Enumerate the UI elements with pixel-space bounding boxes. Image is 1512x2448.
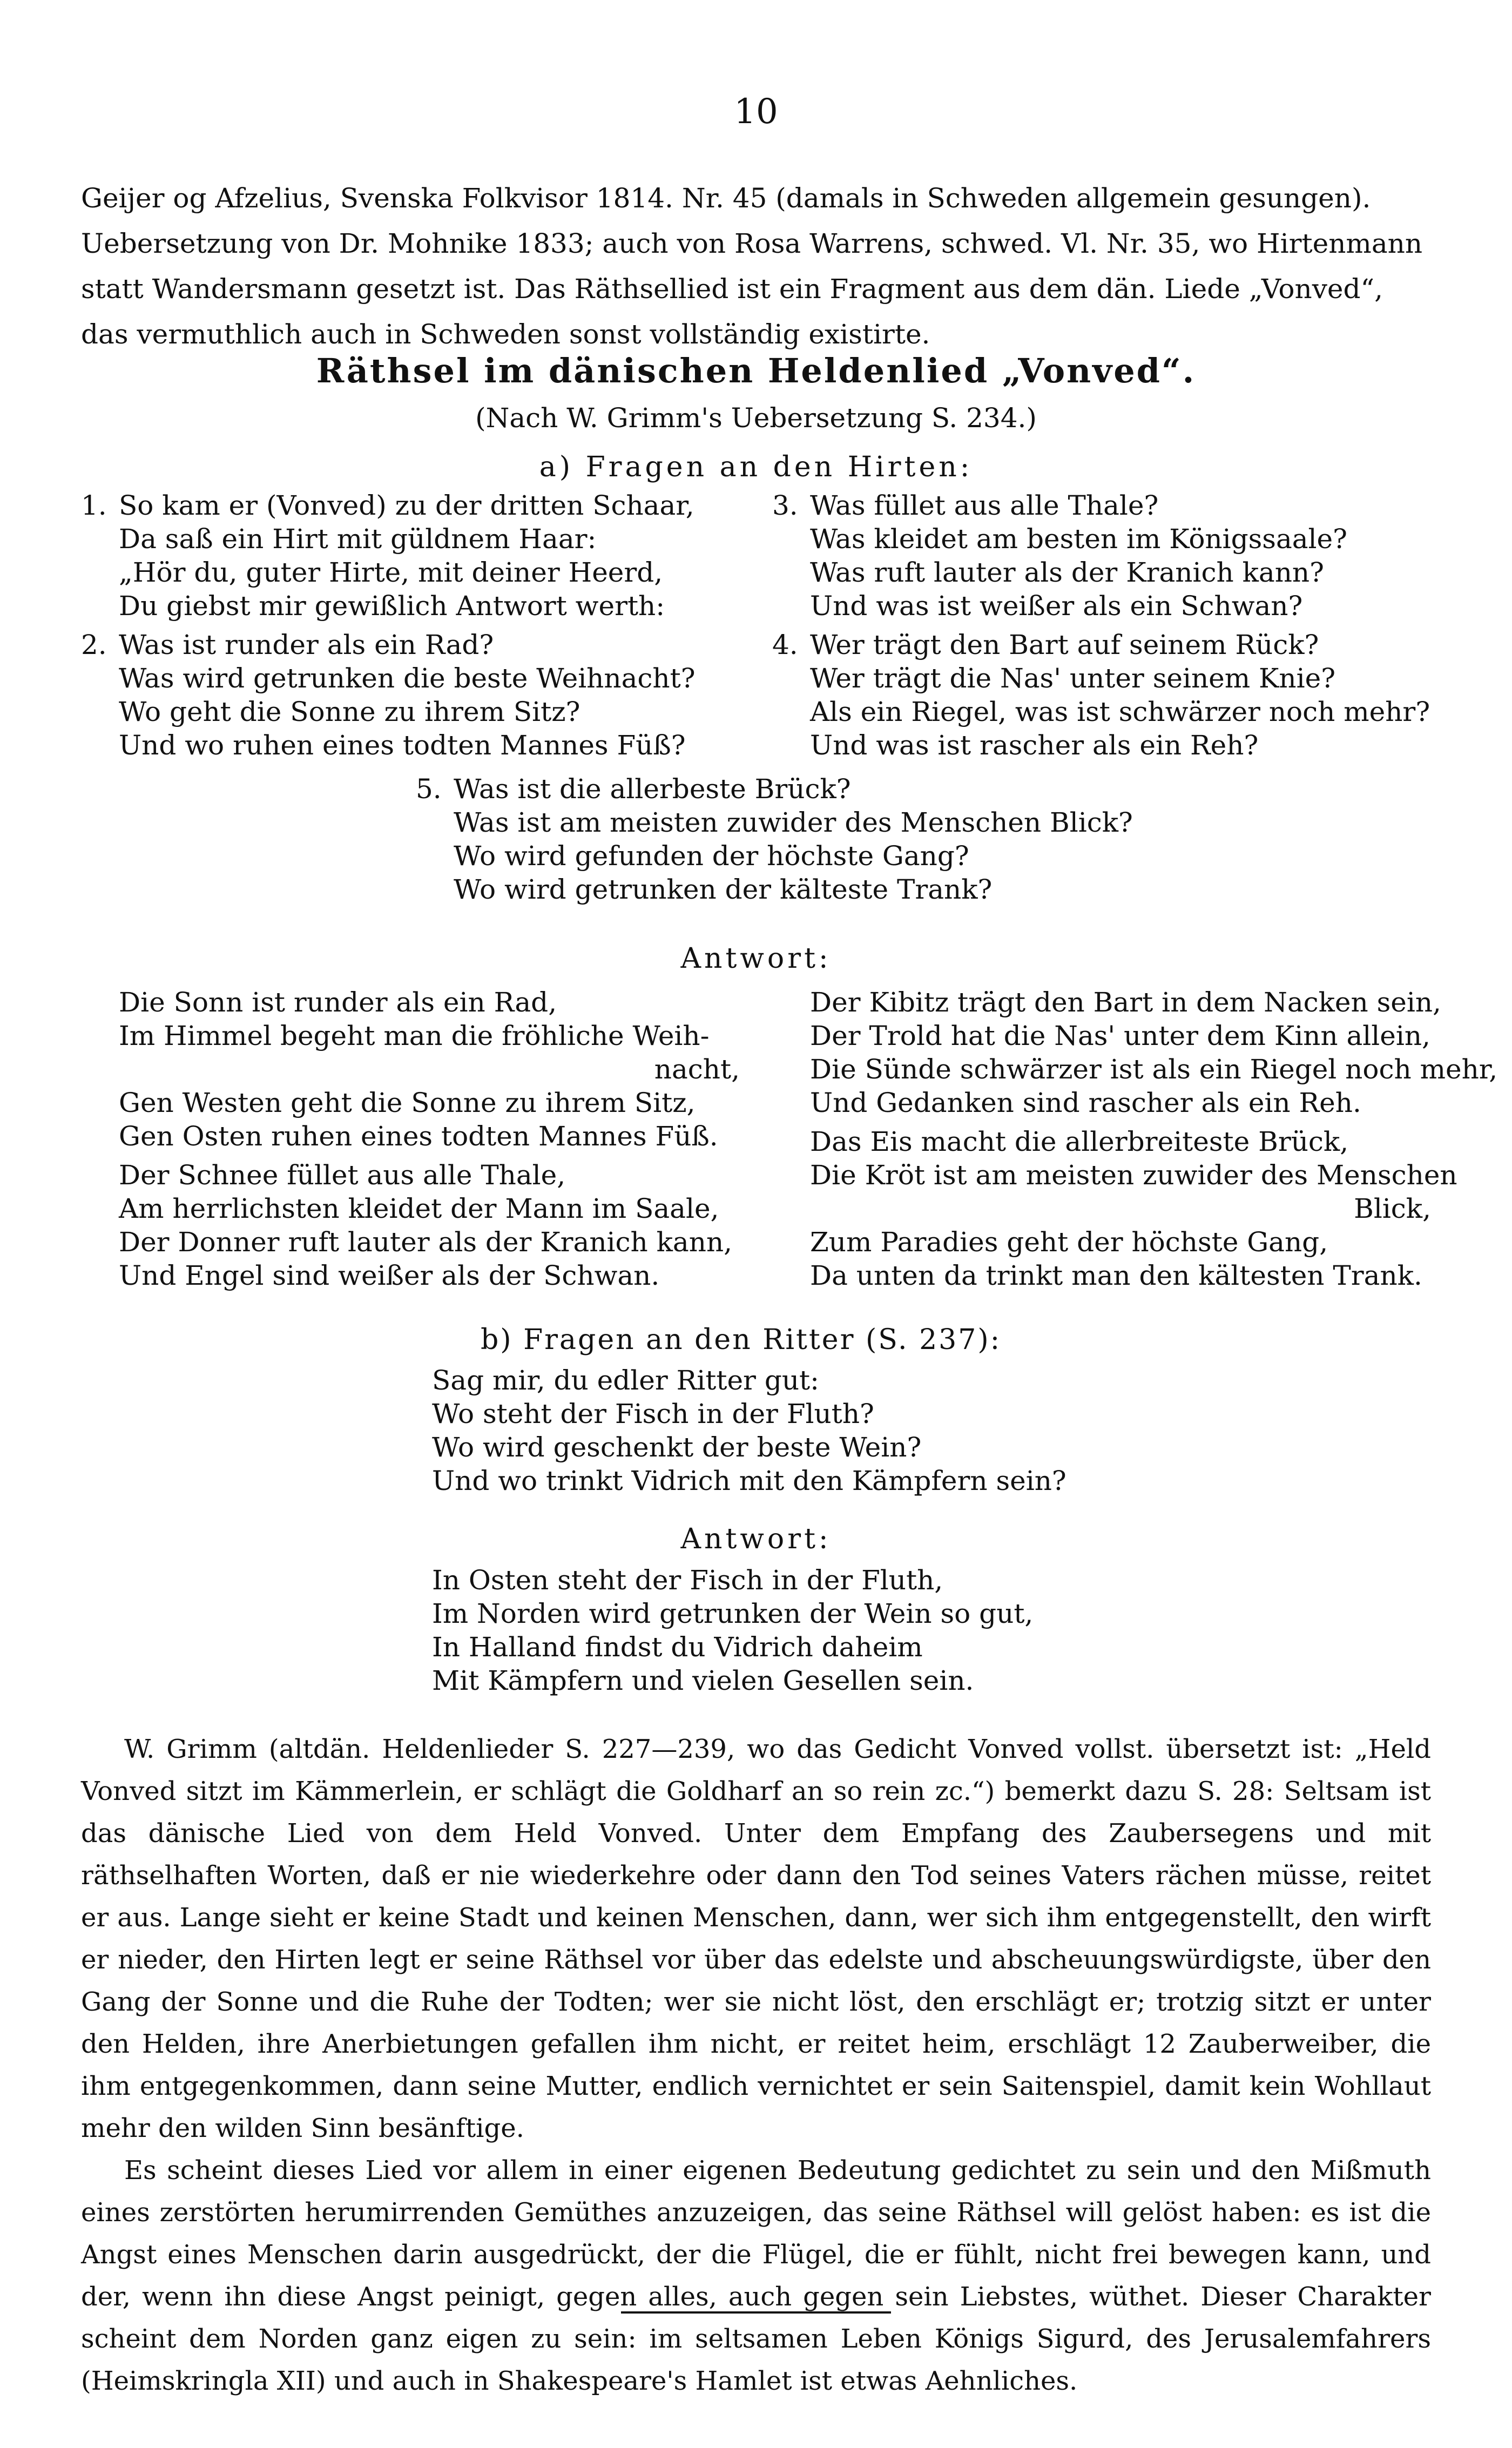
poem-title: Räthsel im dänischen Heldenlied „Vonved“. (316, 351, 1196, 390)
verse-line: Und was ist rascher als ein Reh? (810, 730, 1259, 761)
questions-center-stanza (416, 772, 1133, 906)
intro-paragraph: Geijer og Afzelius, Svenska Folkvisor 1814. Nr. 45 (damals in Schweden allgemein gesungen). Uebersetzung von Dr. Mohnike 1833; auch von Rosa Warrens, schwed. Vl. Nr. 35, wo Hirtenmann statt Wandersmann gesetzt ist. Das Räthsellied ist ein Fragment aus dem dän. Liede „Vonved“, das vermuthlich auch in Schweden sonst vollständig existirte. (81, 183, 1423, 350)
questions-right-column (772, 489, 1430, 762)
answers-left-column (119, 986, 740, 1292)
commentary-paragraph: Es scheint dieses Lied vor allem in einer eigenen Bedeutung gedichtet zu sein und den Mißmuth eines zerstörten herumirrenden Gemüthes anzuzeigen, das seine Räthsel will gelöst haben: es ist die Angst eines Menschen darin ausgedrückt, der die Flügel, die er fühlt, nicht frei bewegen kann, und der, wenn ihn diese Angst peinigt, gegen alles, auch gegen sein Liebstes, wüthet. Dieser Charakter scheint dem Norden ganz eigen zu sein: im seltsamen Leben Königs Sigurd, des Jerusalemfahrers (Heimskringla XII) und auch in Shakespeare's Hamlet ist etwas Aehnliches. (81, 2155, 1431, 2396)
verse-line: 5. Was ist die allerbeste Brück? (416, 773, 851, 805)
verse-line: Und was ist weißer als ein Schwan? (810, 590, 1303, 622)
stanza-number: 5. (416, 773, 442, 805)
verse-line: 2. Was ist runder als ein Rad? (81, 629, 494, 660)
verse-line: In Osten steht der Fisch in der Fluth, (432, 1564, 943, 1596)
verse-line: Mit Kämpfern und vielen Gesellen sein. (432, 1665, 974, 1696)
answers-right-column (810, 986, 1498, 1292)
stanza-number: 4. (772, 629, 798, 660)
verse-line: Im Norden wird getrunken der Wein so gut, (432, 1598, 1034, 1629)
verse-line: Was ist am meisten zuwider des Menschen Blick? (454, 807, 1133, 838)
verse-line: Im Himmel begeht man die fröhliche Weih- (119, 1020, 710, 1051)
verse-line: Du giebst mir gewißlich Antwort werth: (119, 590, 665, 622)
verse-line: Am herrlichsten kleidet der Mann im Saale, (119, 1193, 719, 1224)
verse-line: Das Eis macht die allerbreiteste Brück, (810, 1126, 1349, 1157)
verse-line: Sag mir, du edler Ritter gut: (432, 1365, 819, 1396)
verse-line: Wo geht die Sonne zu ihrem Sitz? (119, 696, 580, 727)
commentary (81, 1728, 1431, 2402)
verse-line: Und Engel sind weißer als der Schwan. (119, 1260, 660, 1291)
verse-line: Wo wird getrunken der kälteste Trank? (454, 874, 993, 905)
closing-rule (621, 2311, 891, 2314)
verse-line: In Halland findst du Vidrich daheim (432, 1631, 923, 1663)
verse-line: Die Kröt ist am meisten zuwider des Menschen (810, 1159, 1457, 1191)
verse-line: Die Sünde schwärzer ist als ein Riegel noch mehr, (810, 1054, 1498, 1085)
verse-line: Blick, (1354, 1193, 1431, 1224)
verse-line: Gen Westen geht die Sonne zu ihrem Sitz, (119, 1087, 696, 1118)
verse-line: Wo steht der Fisch in der Fluth? (432, 1398, 874, 1429)
answer-heading-a: Antwort: (680, 942, 832, 975)
verse-line: Als ein Riegel, was ist schwärzer noch mehr? (810, 696, 1430, 727)
questions-left-column (81, 489, 696, 762)
verse-line: Wer trägt die Nas' unter seinem Knie? (810, 663, 1335, 694)
verse-line: Wo wird gefunden der höchste Gang? (454, 840, 969, 872)
verse-line: 1. So kam er (Vonved) zu der dritten Schaar, (81, 490, 694, 521)
poem-subtitle: (Nach W. Grimm's Uebersetzung S. 234.) (475, 402, 1037, 434)
answer-heading-b: Antwort: (680, 1523, 832, 1555)
verse-line: „Hör du, guter Hirte, mit deiner Heerd, (119, 557, 663, 588)
verse-line: Was wird getrunken die beste Weihnacht? (119, 663, 696, 694)
section-b-heading: b) Fragen an den Ritter (S. 237): (481, 1324, 1002, 1356)
verse-line: 3. Was füllet aus alle Thale? (772, 490, 1159, 521)
verse-line: Da saß ein Hirt mit güldnem Haar: (119, 523, 597, 555)
verse-line: nacht, (654, 1054, 740, 1085)
stanza-number: 1. (81, 490, 107, 521)
verse-line: Was kleidet am besten im Königssaale? (810, 523, 1347, 555)
verse-line: Wo wird geschenkt der beste Wein? (432, 1432, 922, 1463)
verse-line: 4. Wer trägt den Bart auf seinem Rück? (772, 629, 1319, 660)
verse-line: Da unten da trinkt man den kältesten Trank. (810, 1260, 1422, 1291)
verse-line: Was ruft lauter als der Kranich kann? (810, 557, 1324, 588)
knight-questions (432, 1364, 1066, 1498)
verse-line: Und wo trinkt Vidrich mit den Kämpfern sein? (432, 1465, 1066, 1496)
stanza-number: 3. (772, 490, 798, 521)
section-a-heading: a) Fragen an den Hirten: (539, 451, 973, 483)
verse-line: Und wo ruhen eines todten Mannes Füß? (119, 730, 686, 761)
page-number: 10 (734, 92, 778, 132)
knight-answers (432, 1563, 1033, 1697)
verse-line: Und Gedanken sind rascher als ein Reh. (810, 1087, 1361, 1118)
verse-line: Der Schnee füllet aus alle Thale, (119, 1159, 566, 1191)
verse-line: Gen Osten ruhen eines todten Mannes Füß. (119, 1121, 718, 1152)
verse-line: Die Sonn ist runder als ein Rad, (119, 987, 557, 1018)
commentary-paragraph: W. Grimm (altdän. Heldenlieder S. 227—239, wo das Gedicht Vonved vollst. übersetzt ist: „Held Vonved sitzt im Kämmerlein, er schlägt die Goldharf an so rein zc.“) bemerkt dazu S. 28: Seltsam ist das dänische Lied von dem Held Vonved. Unter dem Empfang des Zaubersegens und mit räthselhaften Worten, daß er nie wiederkehre oder dann den Tod seines Vaters rächen müsse, reitet er aus. Lange sieht er keine Stadt und keinen Menschen, dann, wer sich ihm entgegenstellt, den wirft er nieder, den Hirten legt er seine Räthsel vor über das edelste und abscheuungswürdigste, über den Gang der Sonne und die Ruhe der Todten; wer sie nicht löst, den erschlägt er; trotzig sitzt er unter den Helden, ihre Anerbietungen gefallen ihm nicht, er reitet heim, erschlägt 12 Zauberweiber, die ihm entgegenkommen, dann seine Mutter, endlich vernichtet er sein Saitenspiel, damit kein Wohllaut mehr den wilden Sinn besänftige. (81, 1734, 1431, 2143)
stanza-number: 2. (81, 629, 107, 660)
verse-line: Zum Paradies geht der höchste Gang, (810, 1226, 1328, 1258)
verse-line: Der Kibitz trägt den Bart in dem Nacken sein, (810, 987, 1441, 1018)
verse-line: Der Donner ruft lauter als der Kranich kann, (119, 1226, 733, 1258)
verse-line: Der Trold hat die Nas' unter dem Kinn allein, (810, 1020, 1430, 1051)
